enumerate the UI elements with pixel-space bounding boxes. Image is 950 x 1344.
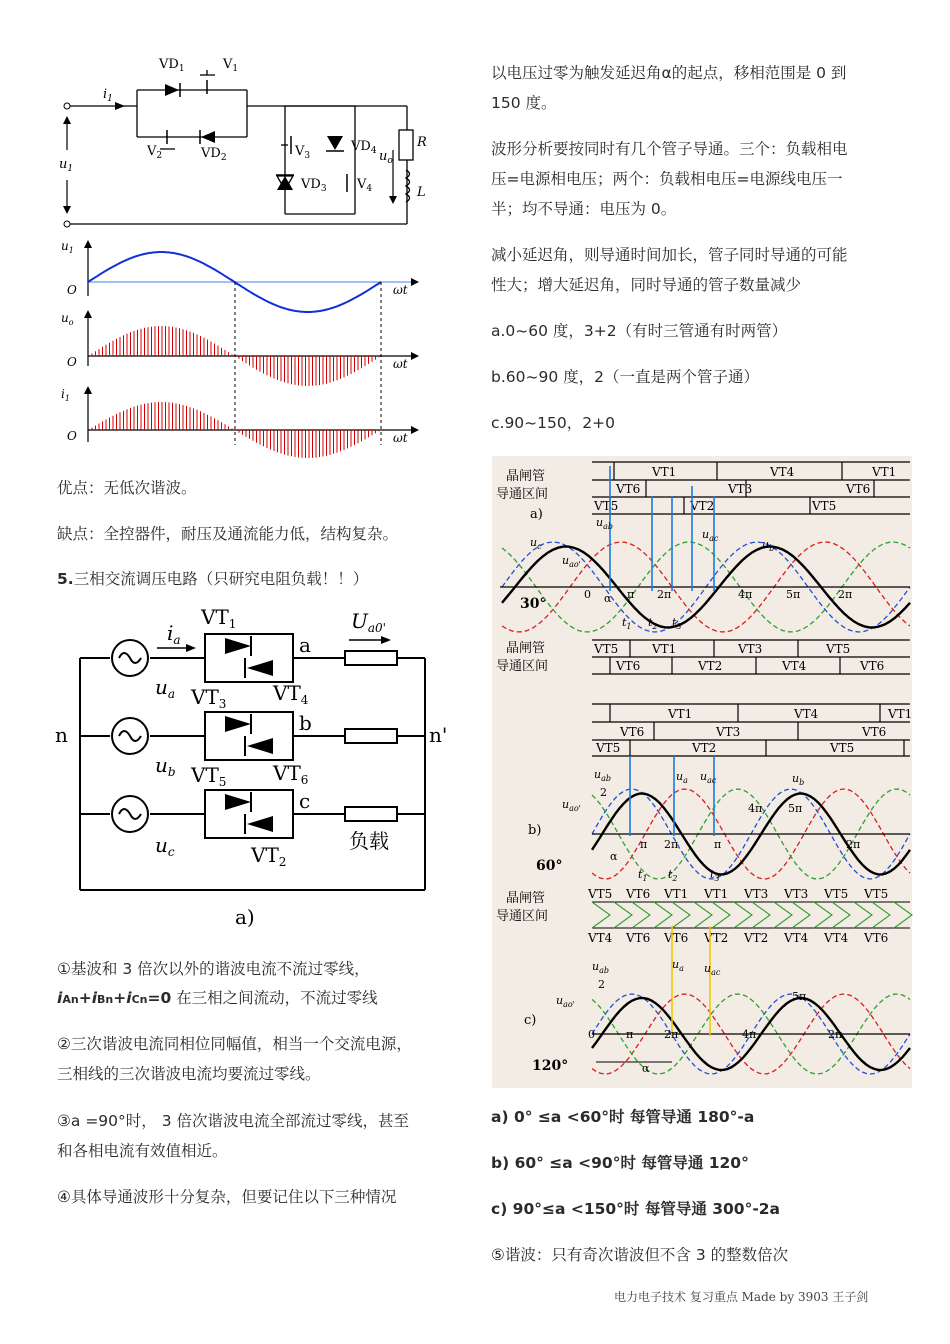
case-b-text: b.60~90 度，2（一直是两个管子通） [491, 368, 759, 386]
svg-text:30°: 30° [520, 596, 547, 612]
point3-line2: 和各相电流有效值相近。 [57, 1142, 228, 1160]
svg-text:VT1: VT1 [668, 707, 693, 721]
svg-text:b): b) [528, 823, 542, 838]
svg-text:π: π [627, 588, 635, 601]
i1-waveform [61, 386, 419, 458]
svg-text:VT5: VT5 [830, 741, 855, 755]
svg-text:VT6: VT6 [862, 725, 887, 739]
svg-text:VT4: VT4 [588, 931, 613, 945]
svg-text:VT4: VT4 [770, 465, 795, 479]
svg-text:晶闸管: 晶闸管 [506, 891, 546, 906]
svg-text:uao': $u_{ao'}$ [562, 798, 581, 813]
svg-text:VT5: VT5 [812, 499, 837, 513]
point3-line1: ③a =90°时， 3 倍次谐波电流全部流过零线，甚至 [57, 1112, 409, 1130]
ua-label: $u_a$ [155, 675, 176, 701]
svg-text:uab: $u_{ab}$ [596, 516, 613, 531]
svg-text:uo: $u_o$ [61, 311, 74, 327]
ac-chopper-figure [55, 50, 430, 458]
condition-c: c) 90°≤a <150°时 每管导通 300°-2a [491, 1200, 780, 1218]
u1-label: $u_1$ [59, 157, 74, 174]
load-label: 负载 [349, 829, 389, 853]
svg-text:4π: 4π [748, 802, 763, 815]
svg-text:VT4: VT4 [824, 931, 849, 945]
svg-text:VT1: VT1 [664, 887, 689, 901]
conduction-waveform-svg [492, 456, 912, 1088]
ub-label: $u_b$ [155, 753, 176, 779]
vt1-label: $VT_1$ [201, 605, 237, 631]
svg-text:t2: $t_2$ [648, 616, 658, 631]
svg-text:2π: 2π [846, 838, 861, 851]
svg-text:α: α [642, 1062, 650, 1075]
right-p2-line1: 波形分析要按同时有几个管子导通。三个：负载相电 [491, 140, 848, 158]
svg-text:VT6: VT6 [616, 482, 641, 496]
svg-text:O: O [67, 355, 77, 369]
v1-label: $V_1$ [223, 57, 239, 74]
svg-text:导通区间: 导通区间 [496, 909, 549, 924]
svg-text:VT5: VT5 [864, 887, 889, 901]
ia-label: $i_a$ [167, 621, 181, 647]
v3-label: $V_3$ [295, 144, 311, 161]
svg-text:0: 0 [588, 1028, 595, 1041]
fig2-caption: a) [235, 905, 255, 929]
right-p2-line2: 压=电源相电压；两个：负载相电压=电源线电压一 [491, 170, 843, 188]
vt3-label: $VT_3$ [191, 685, 227, 711]
point1-line1: ①基波和 3 倍次以外的谐波电流不流过零线， [57, 960, 370, 978]
vd2-label: $VD_2$ [201, 146, 227, 163]
ac-chopper-svg [55, 50, 430, 458]
svg-text:VT2: VT2 [692, 741, 717, 755]
svg-text:2π: 2π [838, 588, 853, 601]
uo-waveform [61, 310, 419, 386]
uo-label: $u_o$ [379, 149, 393, 166]
svg-text:0: 0 [584, 588, 591, 601]
svg-text:ub: $u_b$ [792, 772, 805, 787]
neutral-n-label: n [55, 723, 68, 747]
svg-text:O: O [67, 283, 77, 297]
condition-b: b) 60° ≤a <90°时 每管导通 120° [491, 1154, 749, 1172]
uc-label: $u_c$ [155, 833, 175, 859]
svg-text:VT1: VT1 [704, 887, 729, 901]
terminal-c-label: c [299, 789, 311, 813]
svg-text:VT3: VT3 [716, 725, 741, 739]
svg-text:ub: $u_b$ [762, 538, 775, 553]
svg-text:ωt: ωt [393, 431, 408, 445]
svg-text:uac: $u_{ac}$ [704, 962, 721, 977]
svg-text:uao': $u_{ao'}$ [556, 994, 575, 1009]
svg-text:uc: $u_c$ [530, 536, 542, 551]
svg-text:ωt: ωt [393, 283, 408, 297]
advantage-text: 优点：无低次谐波。 [57, 479, 197, 497]
case-a-text: a.0~60 度，3+2（有时三管通有时两管） [491, 322, 788, 340]
svg-text:ua: $u_a$ [676, 770, 688, 785]
svg-text:π: π [626, 1028, 634, 1041]
svg-text:VT1: VT1 [888, 707, 913, 721]
svg-text:晶闸管: 晶闸管 [506, 469, 546, 484]
svg-text:VT5: VT5 [588, 887, 613, 901]
i1-label: $i_1$ [103, 87, 113, 104]
svg-text:2: 2 [598, 978, 605, 991]
svg-text:2π: 2π [664, 1028, 679, 1041]
svg-text:t1: $t_1$ [638, 868, 648, 883]
vt2-label: $VT_2$ [251, 843, 287, 869]
svg-text:2π: 2π [657, 588, 672, 601]
v2-label: $V_2$ [147, 144, 163, 161]
svg-text:π: π [640, 838, 648, 851]
svg-text:VT5: VT5 [594, 642, 619, 656]
right-p3-line1: 减小延迟角，则导通时间加长，管子同时导通的可能 [491, 246, 848, 264]
svg-text:2: 2 [600, 786, 607, 799]
svg-text:VT6: VT6 [860, 659, 885, 673]
svg-text:t2: $t_2$ [668, 868, 678, 883]
right-p2-line3: 半；均不导通：电压为 0。 [491, 200, 677, 218]
vt6-label: $VT_6$ [273, 761, 309, 787]
svg-text:ua: $u_a$ [672, 958, 684, 973]
svg-text:ωt: ωt [393, 357, 408, 371]
svg-text:uac: $u_{ac}$ [702, 528, 719, 543]
svg-text:α: α [604, 592, 612, 605]
svg-text:VT2: VT2 [744, 931, 769, 945]
svg-text:VT2: VT2 [690, 499, 715, 513]
conduction-waveform-figure [492, 456, 912, 1088]
svg-text:VT5: VT5 [826, 642, 851, 656]
svg-text:VT1: VT1 [652, 465, 677, 479]
svg-text:i1: $i_1$ [61, 387, 70, 403]
svg-text:α: α [610, 850, 618, 863]
vd3-label: $VD_3$ [301, 177, 327, 194]
ua0-label: $U_{a0'}$ [351, 609, 386, 635]
svg-text:uab: $u_{ab}$ [592, 960, 609, 975]
three-phase-circuit-figure [55, 600, 448, 940]
svg-text:uab: $u_{ab}$ [594, 768, 611, 783]
svg-text:2π: 2π [828, 1028, 843, 1041]
svg-text:a): a) [530, 507, 543, 522]
harmonic-text: ⑤谐波：只有奇次谐波但不含 3 的整数倍次 [491, 1246, 789, 1264]
svg-text:VT4: VT4 [784, 931, 809, 945]
svg-text:VT6: VT6 [616, 659, 641, 673]
svg-text:VT3: VT3 [738, 642, 763, 656]
disadvantage-text: 缺点：全控器件，耐压及通流能力低，结构复杂。 [57, 525, 399, 543]
svg-text:VT3: VT3 [728, 482, 753, 496]
vt5-label: $VT_5$ [191, 763, 227, 789]
svg-text:4π: 4π [738, 588, 753, 601]
svg-text:VT4: VT4 [782, 659, 807, 673]
svg-text:VT3: VT3 [744, 887, 769, 901]
svg-text:VT6: VT6 [626, 887, 651, 901]
svg-text:5π: 5π [792, 990, 807, 1003]
svg-text:u1: $u_1$ [61, 239, 74, 255]
svg-text:VT5: VT5 [596, 741, 621, 755]
svg-text:导通区间: 导通区间 [496, 659, 549, 674]
svg-text:4π: 4π [742, 1028, 757, 1041]
svg-text:VT4: VT4 [794, 707, 819, 721]
svg-text:π: π [714, 838, 722, 851]
condition-a: a) 0° ≤a <60°时 每管导通 180°-a [491, 1108, 755, 1126]
svg-text:2π: 2π [664, 838, 679, 851]
svg-text:uac: $u_{ac}$ [700, 770, 717, 785]
terminal-a-label: a [299, 633, 311, 657]
svg-text:VT1: VT1 [872, 465, 897, 479]
svg-text:t1: $t_1$ [622, 616, 632, 631]
svg-text:VT2: VT2 [698, 659, 723, 673]
vd4-label: $VD_4$ [351, 139, 377, 156]
point2-line2: 三相线的三次谐波电流均要流过零线。 [57, 1065, 321, 1083]
svg-text:VT5: VT5 [824, 887, 849, 901]
neutral-n-prime-label: n' [429, 723, 448, 747]
svg-text:导通区间: 导通区间 [496, 487, 549, 502]
r-label: R [417, 135, 427, 150]
svg-text:60°: 60° [536, 858, 563, 874]
svg-text:VT3: VT3 [784, 887, 809, 901]
point1-formula: iAn+iBn+iCn=0 在三相之间流动，不流过零线 [57, 989, 378, 1007]
right-p1-line2: 150 度。 [491, 94, 557, 112]
svg-text:VT6: VT6 [620, 725, 645, 739]
svg-text:t3: $t_3$ [710, 868, 720, 883]
svg-text:5π: 5π [786, 588, 801, 601]
svg-text:c): c) [524, 1013, 537, 1028]
right-p1-line1: 以电压过零为触发延迟角α的起点，移相范围是 0 到 [491, 64, 847, 82]
svg-text:120°: 120° [532, 1058, 569, 1074]
three-phase-circuit-svg [55, 600, 448, 940]
l-label: L [417, 185, 426, 200]
point4-text: ④具体导通波形十分复杂，但要记住以下三种情况 [57, 1188, 397, 1206]
svg-text:VT6: VT6 [846, 482, 871, 496]
right-p3-line2: 性大；增大延迟角，同时导通的管子数量减少 [491, 276, 802, 294]
svg-text:t3: $t_3$ [672, 616, 682, 631]
vd1-label: $VD_1$ [159, 57, 185, 74]
svg-text:VT6: VT6 [864, 931, 889, 945]
vt4-label: $VT_4$ [273, 681, 309, 707]
point2-line1: ②三次谐波电流同相位同幅值，相当一个交流电源， [57, 1035, 412, 1053]
v4-label: $V_4$ [357, 177, 373, 194]
svg-text:VT5: VT5 [594, 499, 619, 513]
svg-text:VT1: VT1 [652, 642, 677, 656]
section5-heading: 5.三相交流调压电路（只研究电阻负载！！） [57, 570, 369, 588]
svg-text:5π: 5π [788, 802, 803, 815]
svg-text:VT6: VT6 [664, 931, 689, 945]
svg-text:晶闸管: 晶闸管 [506, 641, 546, 656]
svg-text:VT6: VT6 [626, 931, 651, 945]
u1-waveform [61, 239, 419, 312]
svg-text:uao': $u_{ao'}$ [562, 554, 581, 569]
page-footer: 电力电子技术 复习重点 Made by 3903 王子剑 [614, 1290, 869, 1304]
terminal-b-label: b [299, 711, 312, 735]
svg-text:O: O [67, 429, 77, 443]
case-c-text: c.90~150，2+0 [491, 414, 615, 432]
svg-text:VT2: VT2 [704, 931, 729, 945]
